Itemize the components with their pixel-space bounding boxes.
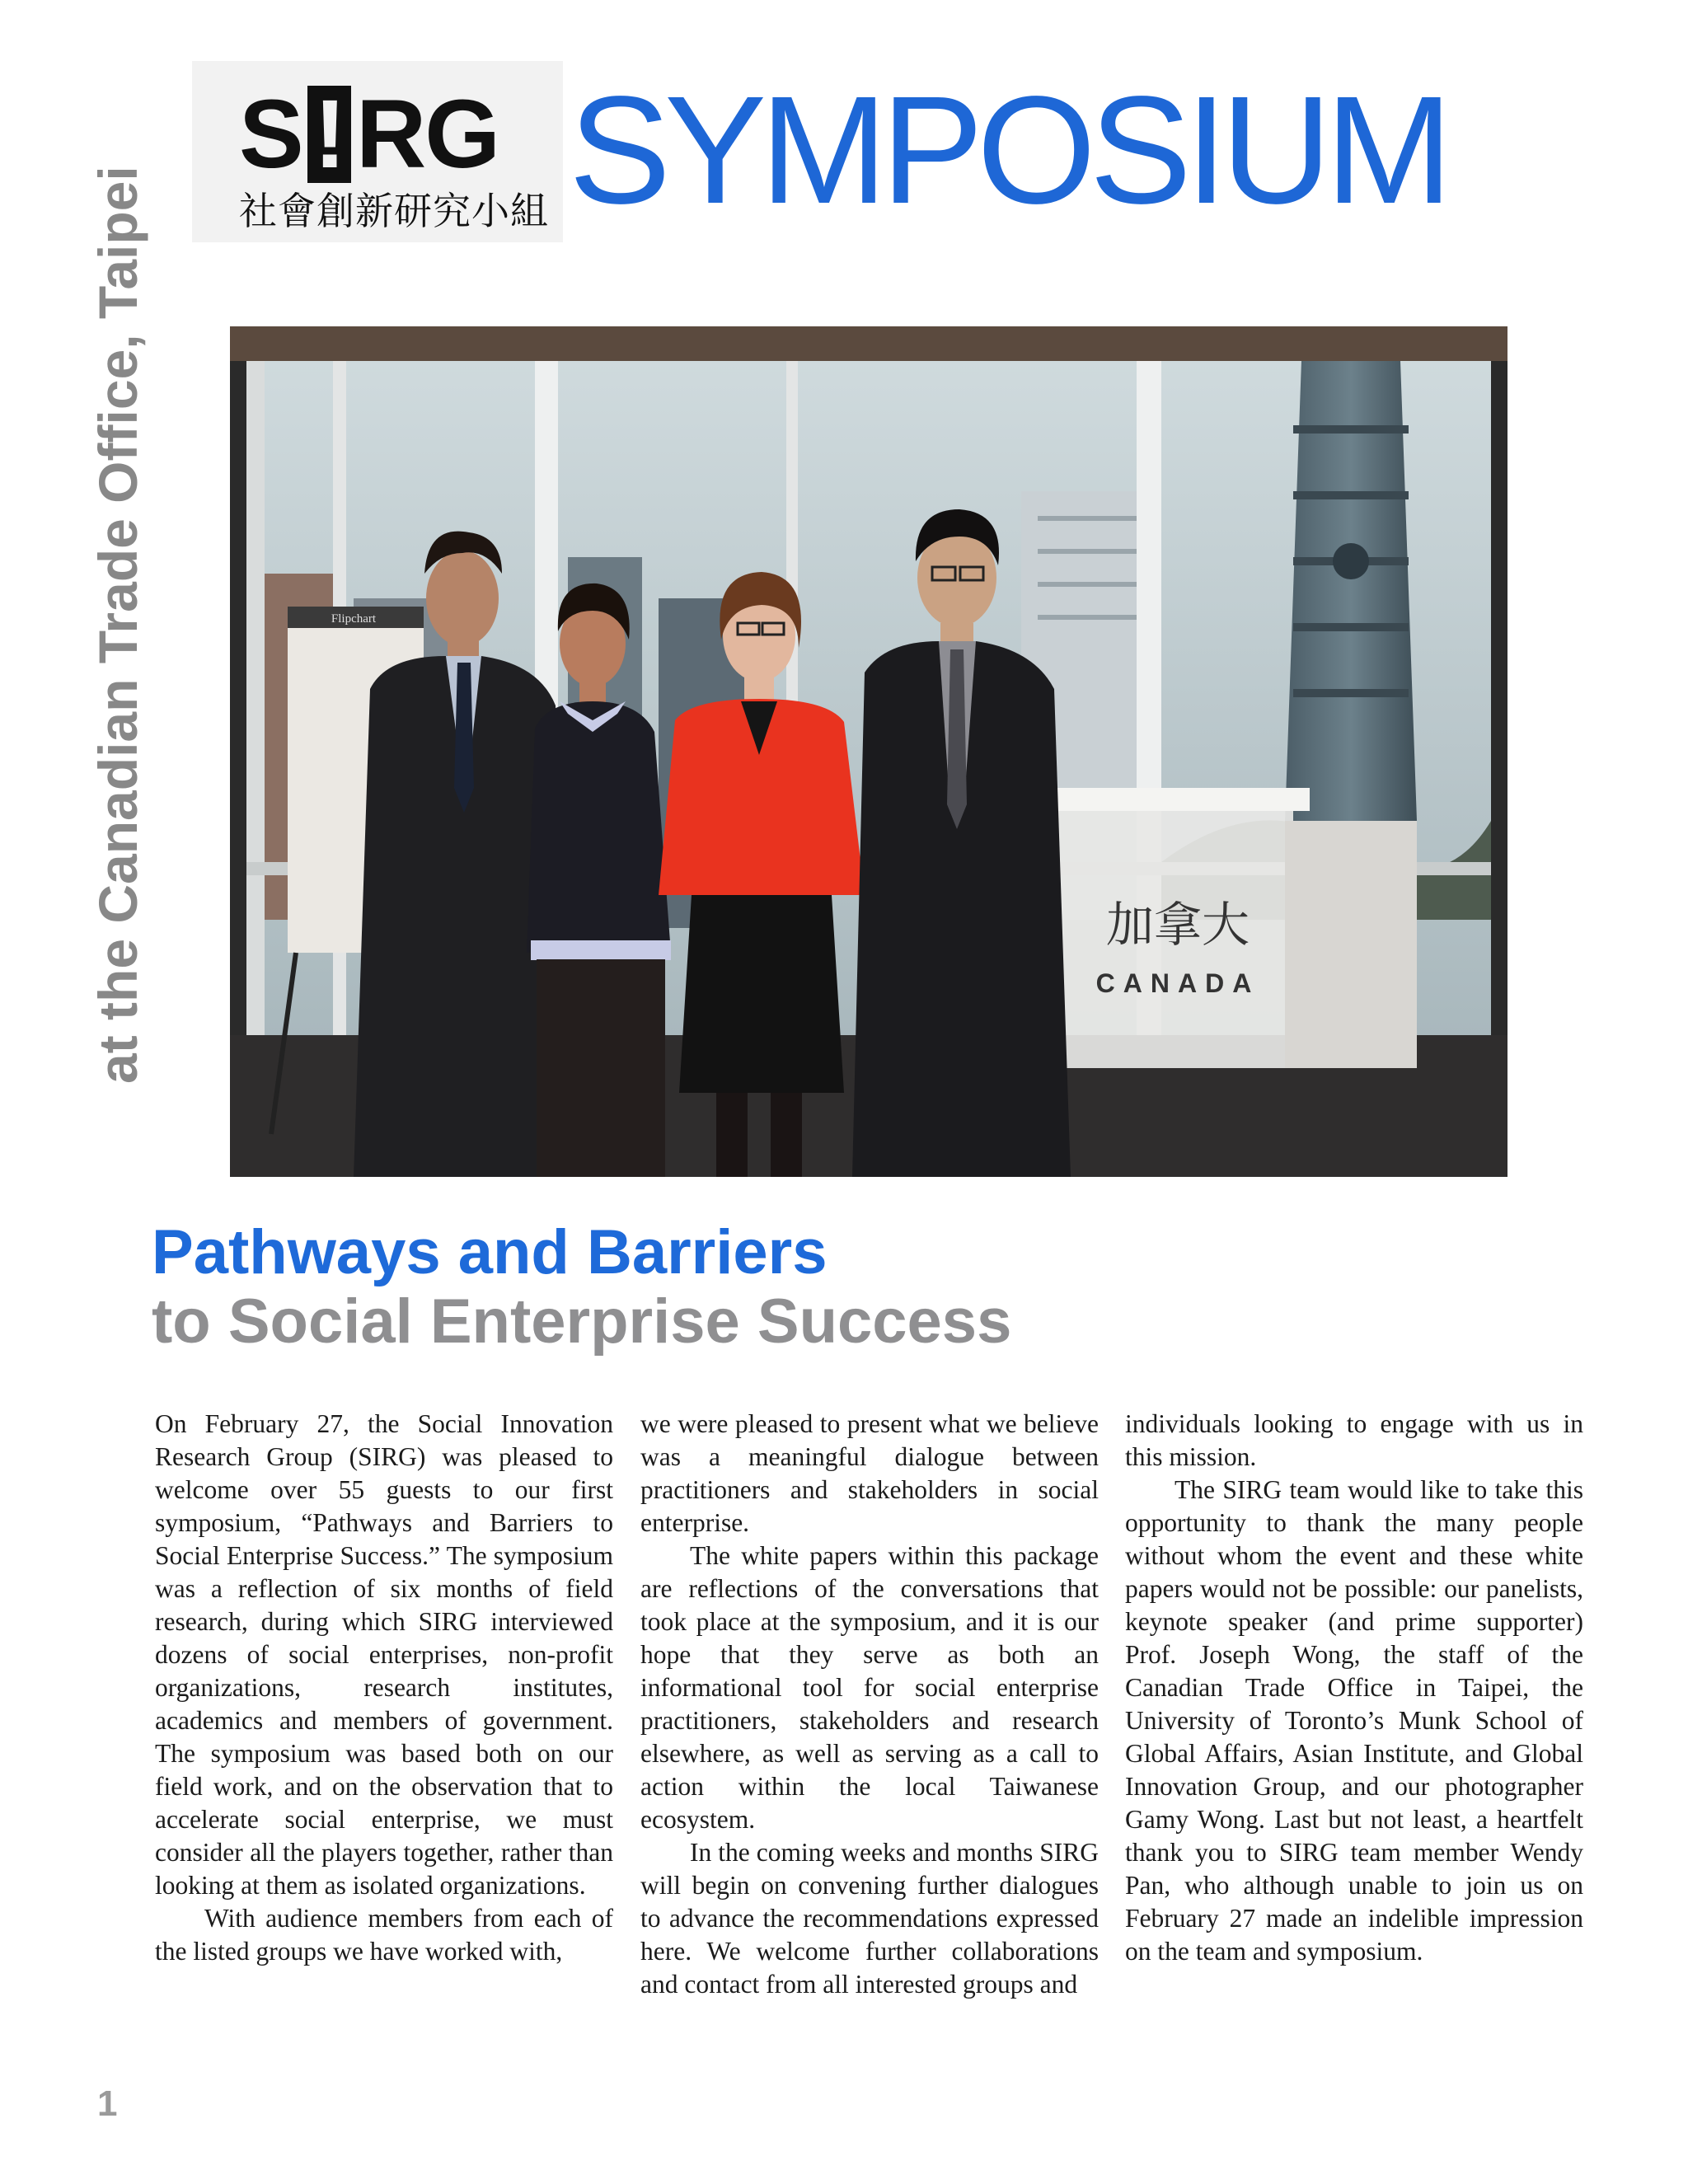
logo-exclamation: ! — [307, 86, 351, 183]
paragraph: The SIRG team would like to take this opportunity to thank the many people without whom the event and these white papers would not be possible: our panelists, keynote speaker (and prime supporter) Prof. Joseph Wong, the staff of the Canadian Trade Office in Taipei, the University of Toronto’s Munk School of Global Affairs, Asian Institute, and Global Innovation Group, and our photographer Gamy Wong. Last but not least, a heartfelt thank you to SIRG team member Wendy Pan, who although unable to join us on February 27 made an indelible impression on the team and symposium. — [1125, 1475, 1583, 1966]
paragraph: individuals looking to engage with us in this mission. — [1125, 1409, 1583, 1471]
podium-chinese-text: 加拿大 — [1105, 897, 1250, 953]
podium-canada-text: CANADA — [1095, 968, 1260, 998]
logo-letter-s: S — [239, 80, 302, 189]
paragraph: On February 27, the Social Innovation Research Group (SIRG) was pleased to welcome over 55 guests to our first symposium, “Pathways and Barriers to Social Enterprise Success.” The symposium was a reflection of six months of field research, during which SIRG interviewed dozens of social enterprises, non-profit organizations, research institutes, academics and members of government. The symposium was based both on our field work, and on the observation that to accelerate social enterprise, we must consider all the players together, rather than looking at them as isolated organizations. — [155, 1409, 613, 1900]
article-column-2 — [640, 1408, 1099, 2001]
paragraph: In the coming weeks and months SIRG will begin on convening further dialogues to advance the recommendations expressed here. We welcome further collaborations and contact from all interested groups and — [640, 1838, 1099, 1999]
logo-letters-rg: RG — [356, 80, 499, 189]
group-photo — [230, 326, 1507, 1177]
logo-subtitle: 社會創新研究小組 — [239, 189, 549, 233]
sirg-logo — [239, 80, 499, 189]
side-caption: at the Canadian Trade Office, Taipei — [87, 166, 148, 1084]
page-number: 1 — [97, 2083, 118, 2124]
paragraph: we were pleased to present what we believe was a meaningful dialogue between practitioners and stakeholders in social enterprise. — [640, 1409, 1099, 1537]
flipchart-label: Flipchart — [331, 612, 377, 626]
symposium-title: SYMPOSIUM — [569, 65, 1447, 236]
article-title: Pathways and Barriers — [152, 1217, 828, 1287]
article-column-3 — [1125, 1408, 1583, 1968]
article-subtitle: to Social Enterprise Success — [152, 1286, 1012, 1357]
paragraph: The white papers within this package are reflections of the conversations that took place at the symposium, and it is our hope that they serve as both an informational tool for social enterprise practitioners, stakeholders and research elsewhere, as well as serving as a call to action within the local Taiwanese ecosystem. — [640, 1541, 1099, 1834]
paragraph: With audience members from each of the listed groups we have worked with, — [155, 1904, 613, 1966]
article-column-1 — [155, 1408, 613, 1968]
